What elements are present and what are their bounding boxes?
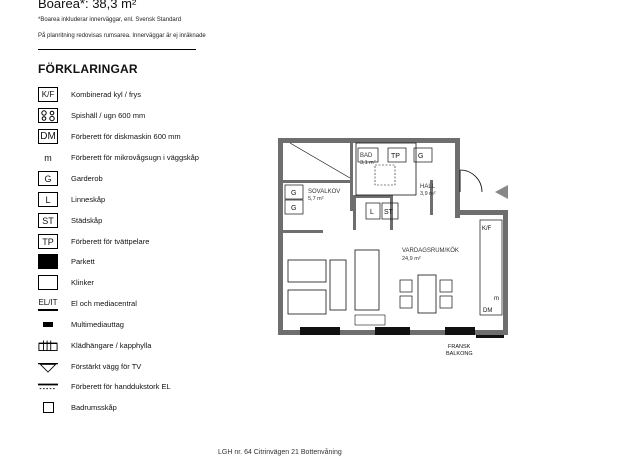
window-bottom-2	[375, 327, 410, 335]
legend-label: Klädhängare / kapphylla	[71, 341, 152, 350]
tv-bench	[355, 315, 385, 325]
legend-item-multimedia	[38, 317, 278, 335]
entrance-arrow-icon	[495, 185, 508, 199]
chair	[440, 280, 452, 292]
legend-label: Städskåp	[71, 216, 103, 225]
room-area-sovalkov: 5,7 m²	[308, 196, 324, 202]
multimedia-outlet-icon	[38, 317, 58, 332]
legend-label: Spishäll / ugn 600 mm	[71, 111, 146, 120]
coffee-table	[330, 260, 346, 310]
legend-item-towel-dryer	[38, 379, 278, 397]
footer-address: LGH nr. 64 Citrinvägen 21 Bottenvåning	[218, 449, 342, 456]
legend-label: Förberett för tvättpelare	[71, 237, 150, 246]
area-title: Boarea*: 38,3 m²	[38, 0, 137, 11]
legend-item-elit	[38, 296, 278, 314]
microwave-icon: m	[44, 152, 52, 163]
dishwasher-icon: DM	[38, 129, 58, 144]
balcony-label-2: BALKONG	[446, 351, 473, 357]
area-note-1: *Boarea inkluderar innerväggar, enl. Svensk Standard	[38, 17, 182, 23]
legend-label: Parkett	[71, 257, 95, 266]
divider	[38, 49, 196, 50]
chair	[400, 280, 412, 292]
legend-item-dm	[38, 129, 278, 147]
fridge-freezer-icon: K/F	[38, 87, 58, 102]
legend-label: El och mediacentral	[71, 299, 137, 308]
legend-item-bathroom-cabinet	[38, 400, 278, 418]
fixture-st: ST	[384, 209, 393, 216]
media-central-icon: EL/IT	[38, 296, 58, 311]
legend-item-parkett	[38, 254, 278, 272]
fixture-l: L	[370, 209, 374, 216]
outer-walls	[278, 138, 508, 335]
area-note-2: På planritning redovisas rumsarea. Innerväggar är ej inräknade	[38, 33, 206, 39]
room-area-bad: 3,1 m²	[360, 160, 376, 166]
legend-label: Förberett för diskmaskin 600 mm	[71, 132, 181, 141]
parquet-swatch-icon	[38, 254, 58, 269]
tile-swatch-icon	[38, 275, 58, 290]
legend-item-m	[38, 150, 278, 168]
legend-item-g	[38, 171, 278, 189]
fixture-g-1: G	[291, 190, 297, 197]
legend-item-coat-rack	[38, 338, 278, 356]
legend-label: Multimediauttag	[71, 320, 124, 329]
floor-plan	[270, 130, 530, 360]
legend-label: Förberett för handdukstork EL	[71, 382, 171, 391]
legend-item-stove	[38, 108, 278, 126]
bed	[355, 250, 379, 310]
chair	[400, 296, 412, 308]
room-area-vardagsrum: 24,9 m²	[402, 256, 421, 262]
stove-icon	[38, 108, 58, 123]
legend-label: Linneskåp	[71, 195, 106, 204]
balcony-label-1: FRANSK	[448, 344, 471, 350]
window-bottom-1	[300, 327, 340, 335]
tv-wall-icon	[38, 359, 58, 374]
towel-dryer-icon	[38, 379, 58, 394]
room-label-vardagsrum: VARDAGSRUM/KÖK	[402, 248, 459, 254]
bathroom-cabinet-icon	[38, 400, 58, 415]
fixture-dm: DM	[483, 308, 493, 314]
fixture-kf: K/F	[482, 226, 492, 232]
room-area-hall: 3,9 m²	[420, 191, 436, 197]
legend-item-l	[38, 192, 278, 210]
window-bottom-3	[445, 327, 475, 335]
chair	[440, 296, 452, 308]
legend-item-st	[38, 213, 278, 231]
fixture-tp: TP	[391, 153, 400, 160]
legend-item-klinker	[38, 275, 278, 293]
bathroom	[356, 143, 416, 195]
legend-label: Kombinerad kyl / frys	[71, 90, 142, 99]
room-label-sovalkov: SOVALKOV	[308, 189, 341, 195]
legend-item-tv-wall	[38, 359, 278, 377]
legend-label: Garderob	[71, 174, 103, 183]
room-label-hall: HALL	[420, 184, 436, 190]
coat-rack-icon	[38, 338, 58, 353]
dining-table	[418, 275, 436, 313]
legend-item-kf	[38, 87, 278, 105]
legend-label: Förstärkt vägg för TV	[71, 362, 142, 371]
fixture-g-bath: G	[418, 153, 424, 160]
fixture-g-2: G	[291, 205, 297, 212]
fixture-m: m	[494, 296, 499, 302]
legend-item-tp	[38, 234, 278, 252]
sofa	[288, 290, 326, 314]
entry-door-swing	[460, 170, 482, 192]
wardrobe-icon: G	[38, 171, 58, 186]
stair-line	[290, 143, 350, 178]
legend-label: Badrumsskåp	[71, 403, 117, 412]
balcony-door	[476, 335, 504, 338]
room-label-bad: BAD	[360, 153, 373, 159]
shower	[375, 165, 395, 185]
legend-label: Klinker	[71, 278, 94, 287]
legend-heading: FÖRKLARINGAR	[38, 62, 138, 76]
laundry-tower-icon: TP	[38, 234, 58, 249]
armchair	[288, 260, 326, 282]
legend-label: Förberett för mikrovågsugn i väggskåp	[71, 153, 199, 162]
cleaning-cabinet-icon: ST	[38, 213, 58, 228]
linen-cabinet-icon: L	[38, 192, 58, 207]
